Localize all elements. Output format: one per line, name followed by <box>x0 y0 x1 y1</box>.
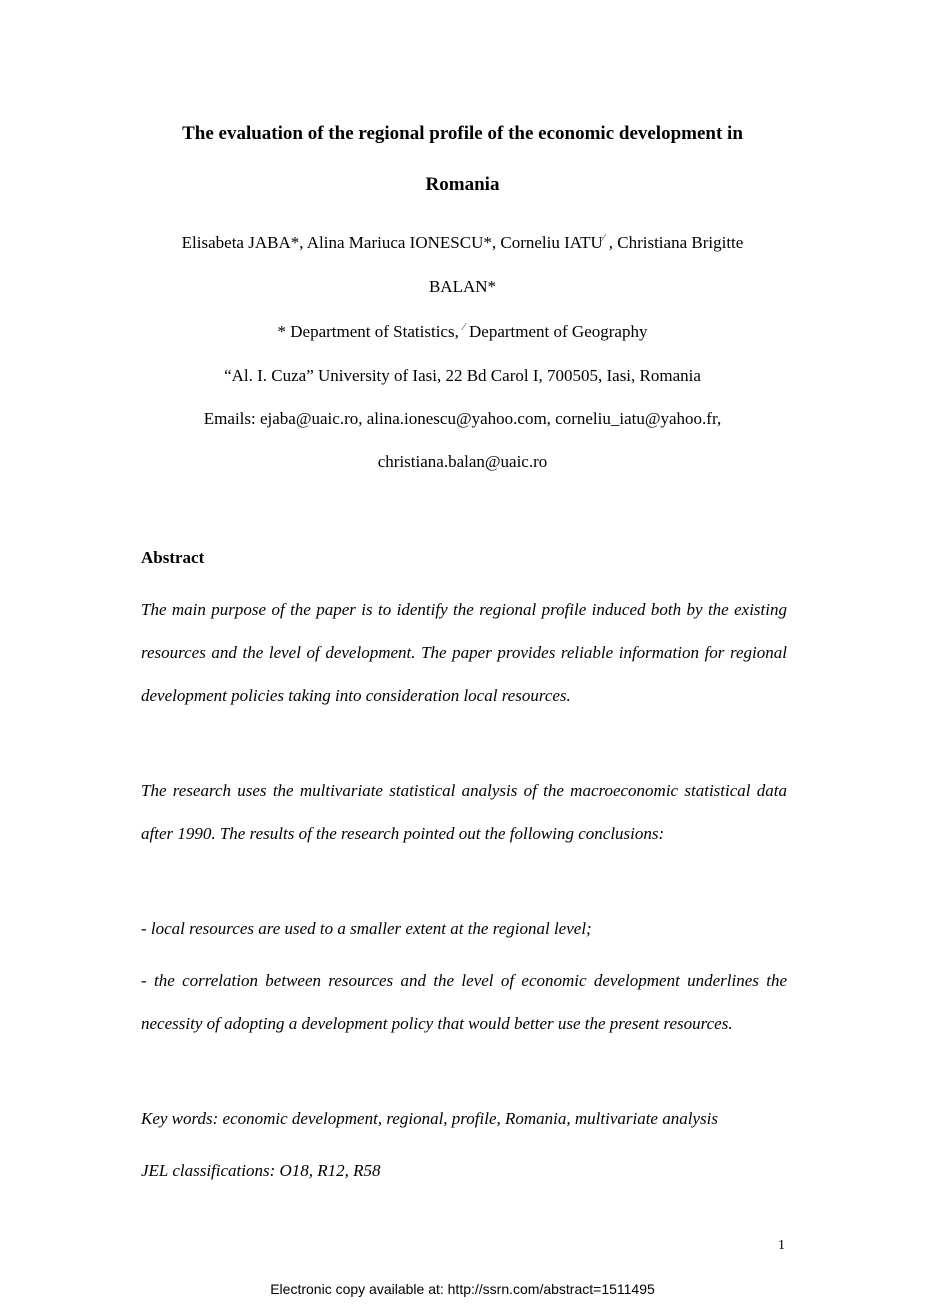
university-line: “Al. I. Cuza” University of Iasi, 22 Bd Carol I, 700505, Iasi, Romania <box>224 366 701 385</box>
keywords-line: Key words: economic development, regional, profile, Romania, multivariate analysis <box>141 1109 718 1128</box>
author-mark: ⁄ <box>602 233 605 244</box>
ssrn-footer: Electronic copy available at: http://ssrn.com/abstract=1511495 <box>270 1281 655 1297</box>
abstract-bullet-1: - local resources are used to a smaller extent at the regional level; <box>141 919 592 938</box>
affiliation-text-b: Department of Geography <box>464 322 648 341</box>
affiliation-line <box>0 322 925 342</box>
paper-title-line-2: Romania <box>425 174 500 195</box>
abstract-paragraph-1: The main purpose of the paper is to identify the regional profile induced both by the existing resources and the level of development. The paper provides reliable information for regional development policies taking into consideration local resources. <box>141 600 787 705</box>
emails-line-1: Emails: ejaba@uaic.ro, alina.ionescu@yahoo.com, corneliu_iatu@yahoo.fr, <box>203 409 722 428</box>
page-number: 1 <box>778 1238 785 1253</box>
authors-line-1 <box>0 233 925 253</box>
affiliation-text-a: * Department of Statistics, <box>277 322 464 341</box>
authors-text-a: Elisabeta JABA*, Alina Mariuca IONESCU*, Corneliu IATU <box>181 233 603 252</box>
emails-line-2: christiana.balan@uaic.ro <box>377 452 548 471</box>
paper-title-line-1: The evaluation of the regional profile of the economic development in <box>182 123 743 144</box>
authors-text-b: , Christiana Brigitte <box>604 233 744 252</box>
abstract-heading: Abstract <box>141 548 205 567</box>
authors-line-2: BALAN* <box>428 277 497 296</box>
abstract-bullet-2: - the correlation between resources and the level of economic development underlines the necessity of adopting a development policy that would better use the present resources. <box>141 971 787 1033</box>
affiliation-mark: ⁄ <box>463 322 465 333</box>
abstract-paragraph-2: The research uses the multivariate statistical analysis of the macroeconomic statistical data after 1990. The results of the research pointed out the following conclusions: <box>141 781 787 843</box>
jel-line: JEL classifications: O18, R12, R58 <box>141 1161 381 1180</box>
